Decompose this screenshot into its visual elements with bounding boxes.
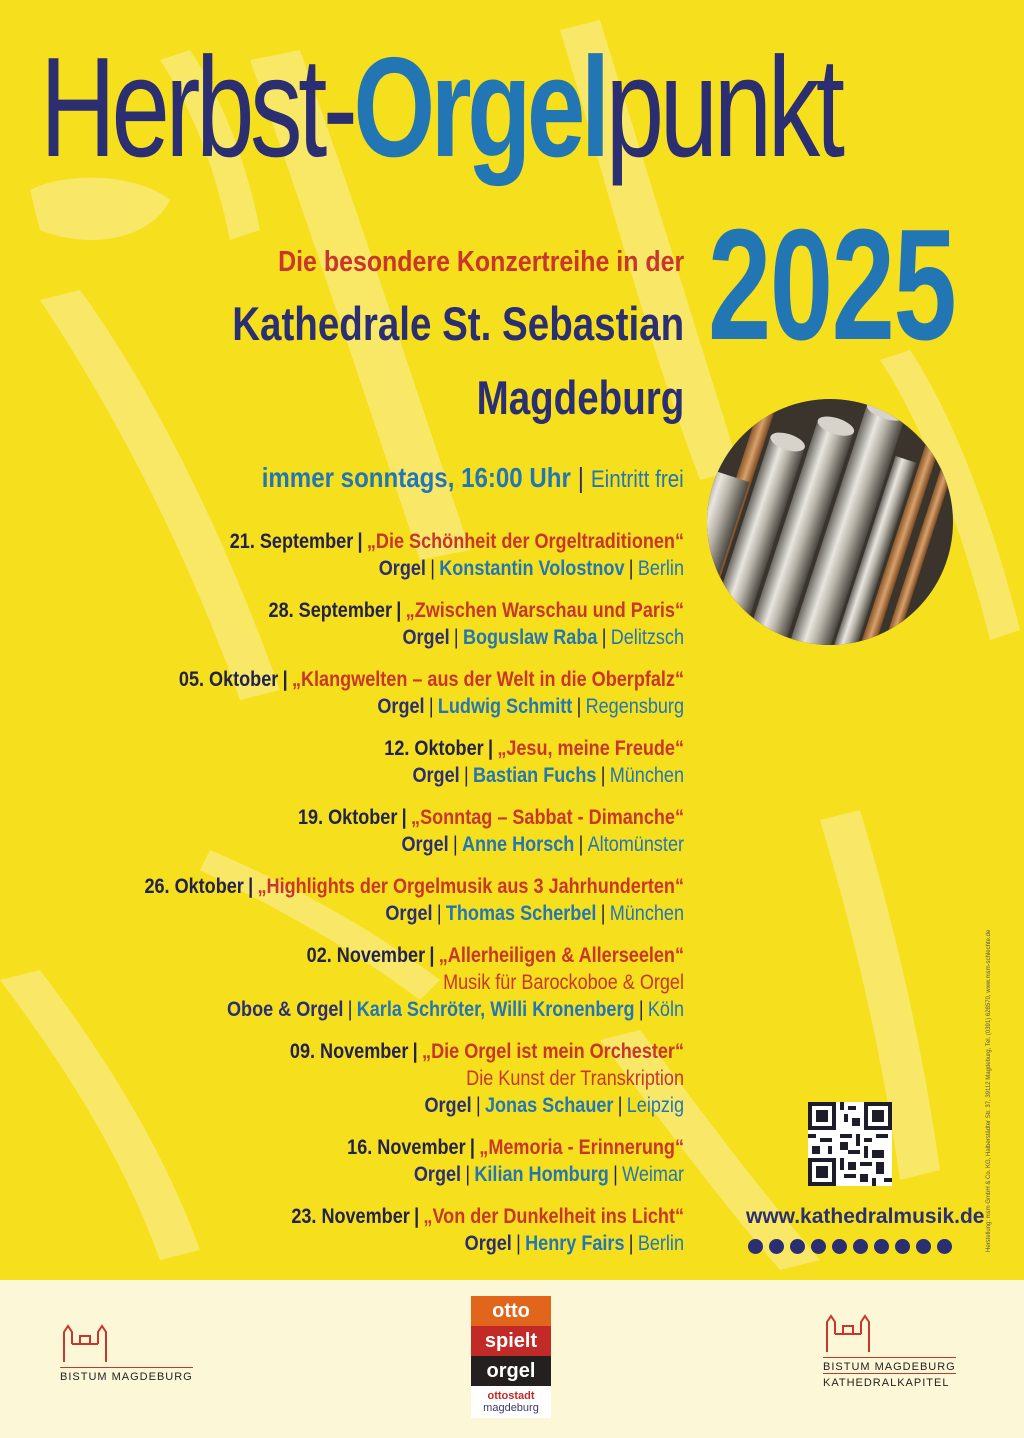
time-separator: | — [577, 462, 585, 493]
logo-line-otto: otto — [471, 1296, 551, 1326]
concert-subtitle: Die Kunst der Transkription — [466, 1067, 684, 1090]
qr-code[interactable] — [808, 1102, 892, 1186]
dot — [874, 1239, 889, 1254]
logo-line-spielt: spielt — [471, 1326, 551, 1356]
concert-performer: Boguslaw Raba — [462, 626, 598, 649]
concert-instrument: Orgel — [401, 833, 449, 856]
separator: | — [429, 944, 435, 967]
dot — [832, 1239, 847, 1254]
concert-date: 28. September — [268, 599, 393, 622]
concert-city: Delitzsch — [610, 626, 684, 649]
concert-city: Altomünster — [587, 833, 684, 856]
concert-instrument: Orgel — [424, 1094, 472, 1117]
concert-date: 02. November — [306, 944, 426, 967]
concert-instrument: Orgel — [413, 1163, 462, 1186]
concert-title: „Sonntag – Sabbat - Dimanche“ — [411, 806, 684, 829]
separator: | — [516, 1232, 521, 1255]
separator: | — [613, 1163, 618, 1186]
venue-name: Kathedrale St. Sebastian — [232, 297, 684, 350]
poster-title — [40, 28, 841, 188]
dot — [748, 1239, 763, 1254]
concert-title: „Von der Dunkelheit ins Licht“ — [423, 1205, 684, 1228]
concert-city: Berlin — [637, 1232, 684, 1255]
list-item — [99, 597, 684, 651]
website-link[interactable]: www.kathedralmusik.de — [746, 1205, 985, 1228]
separator: | — [282, 668, 288, 691]
concert-city: Regensburg — [585, 695, 684, 718]
dot — [790, 1239, 805, 1254]
dot — [811, 1239, 826, 1254]
otto-spielt-orgel-logo — [471, 1296, 551, 1418]
logo-label: BISTUM MAGDEBURG — [60, 1367, 193, 1383]
separator: | — [412, 1040, 418, 1063]
list-item — [99, 1134, 684, 1188]
concert-date: 09. November — [289, 1040, 409, 1063]
concert-date: 23. November — [291, 1205, 410, 1228]
title-part-herbst: Herbst- — [40, 28, 354, 187]
dot — [916, 1239, 931, 1254]
concert-instrument: Orgel — [377, 695, 425, 718]
organ-pipes-image — [707, 399, 953, 645]
concert-date: 12. Oktober — [384, 737, 484, 760]
logo-line-orgel: orgel — [471, 1356, 551, 1386]
magdeburg-label: magdeburg — [483, 1402, 539, 1414]
concert-performer: Henry Fairs — [525, 1232, 625, 1255]
concert-title: „Klangwelten – aus der Welt in die Oberpfalz“ — [291, 668, 684, 691]
separator: | — [357, 530, 363, 553]
list-item — [99, 804, 684, 858]
separator: | — [428, 695, 434, 718]
concert-performer: Anne Horsch — [461, 833, 575, 856]
poster-year: 2025 — [708, 197, 956, 373]
concert-city: München — [609, 902, 684, 925]
concert-city: Berlin — [637, 557, 684, 580]
ottostadt-magdeburg-label — [471, 1386, 551, 1418]
separator: | — [453, 626, 459, 649]
concert-title: „Zwischen Warschau und Paris“ — [405, 599, 684, 622]
dot — [937, 1239, 952, 1254]
list-item — [99, 735, 684, 789]
decorative-dots — [748, 1239, 952, 1254]
concert-instrument: Orgel — [464, 1232, 512, 1255]
cathedral-icon — [823, 1312, 873, 1352]
concert-title: „Die Schönheit der Orgeltraditionen“ — [366, 530, 684, 553]
separator: | — [487, 737, 494, 760]
concert-title: „Memoria - Erinnerung“ — [479, 1136, 684, 1159]
schedule-note — [262, 462, 684, 494]
separator: | — [463, 764, 469, 787]
concert-performer: Konstantin Volostnov — [439, 557, 625, 580]
concert-title: „Jesu, meine Freude“ — [497, 737, 684, 760]
title-part-orgel: Orgel — [353, 28, 606, 187]
concert-date: 19. Oktober — [298, 806, 398, 829]
dot — [769, 1239, 784, 1254]
cathedral-icon — [60, 1322, 110, 1362]
separator: | — [600, 902, 606, 925]
kathedralkapitel-logo — [823, 1312, 956, 1389]
concert-subtitle: Musik für Barockoboe & Orgel — [443, 971, 684, 994]
concert-city: München — [609, 764, 684, 787]
concert-city: Leipzig — [626, 1094, 684, 1117]
logo-sublabel: KATHEDRALKAPITEL — [823, 1373, 956, 1389]
separator: | — [248, 875, 254, 898]
separator: | — [465, 1163, 471, 1186]
concert-performer: Bastian Fuchs — [472, 764, 597, 787]
concert-performer: Thomas Scherbel — [445, 902, 597, 925]
separator: | — [576, 695, 582, 718]
concert-title: „Highlights der Orgelmusik aus 3 Jahrhunderten“ — [257, 875, 684, 898]
separator: | — [401, 806, 407, 829]
concert-performer: Ludwig Schmitt — [437, 695, 573, 718]
separator: | — [414, 1205, 420, 1228]
list-item — [99, 1038, 684, 1119]
series-subtitle: Die besondere Konzertreihe in der — [277, 246, 684, 278]
concert-performer: Jonas Schauer — [484, 1094, 614, 1117]
list-item — [99, 666, 684, 720]
separator: | — [617, 1094, 623, 1117]
list-item — [99, 1203, 684, 1257]
concert-performer: Kilian Homburg — [474, 1163, 609, 1186]
admission-text: Eintritt frei — [591, 466, 684, 493]
separator: | — [475, 1094, 481, 1117]
concert-date: 16. November — [347, 1136, 466, 1159]
dot — [853, 1239, 868, 1254]
ottostadt-label: ottostadt — [487, 1390, 535, 1402]
separator: | — [578, 833, 584, 856]
separator: | — [347, 998, 353, 1021]
concert-date: 21. September — [229, 530, 354, 553]
list-item — [99, 942, 684, 1023]
separator: | — [628, 1232, 634, 1255]
separator: | — [601, 626, 607, 649]
concert-list — [4, 528, 684, 1272]
separator: | — [430, 557, 435, 580]
concert-instrument: Orgel — [412, 764, 460, 787]
bistum-magdeburg-logo — [60, 1322, 193, 1383]
list-item — [99, 873, 684, 927]
printer-note: Herstellung: msm GmbH & Co. KG, Halberstädter Str. 37, 39112 Magdeburg, Tel. (0391) 628570, www.msm-schlechte.de — [986, 929, 992, 1252]
concert-title: „Allerheiligen & Allerseelen“ — [438, 944, 684, 967]
concert-instrument: Orgel — [378, 557, 426, 580]
logo-label: BISTUM MAGDEBURG — [823, 1357, 956, 1373]
dot — [895, 1239, 910, 1254]
concert-instrument: Orgel — [385, 902, 433, 925]
time-text: immer sonntags, 16:00 Uhr — [261, 462, 572, 493]
concert-instrument: Oboe & Orgel — [227, 998, 344, 1021]
concert-instrument: Orgel — [402, 626, 450, 649]
venue-city: Magdeburg — [476, 371, 684, 424]
concert-date: 26. Oktober — [144, 875, 244, 898]
separator: | — [600, 764, 606, 787]
separator: | — [469, 1136, 475, 1159]
concert-performer: Karla Schröter, Willi Kronenberg — [356, 998, 635, 1021]
concert-title: „Die Orgel ist mein Orchester“ — [422, 1040, 684, 1063]
separator: | — [638, 998, 644, 1021]
separator: | — [436, 902, 442, 925]
title-part-punkt: punkt — [605, 28, 841, 187]
separator: | — [628, 557, 634, 580]
separator: | — [452, 833, 458, 856]
concert-city: Weimar — [622, 1163, 684, 1186]
concert-date: 05. Oktober — [178, 668, 279, 691]
separator: | — [396, 599, 402, 622]
list-item — [99, 528, 684, 582]
concert-city: Köln — [647, 998, 684, 1021]
